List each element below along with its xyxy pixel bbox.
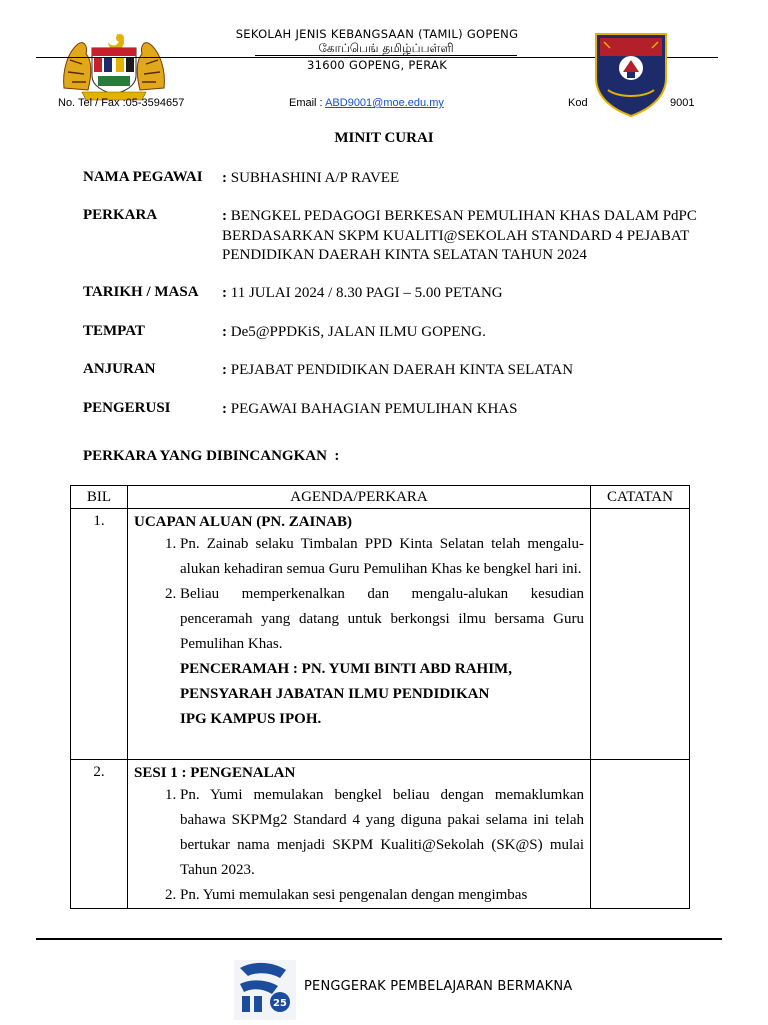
coat-of-arms-logo — [58, 30, 170, 102]
document-title: MINIT CURAI — [334, 130, 434, 146]
email-link[interactable]: ABD9001@moe.edu.my — [325, 97, 444, 109]
kod-label: Kod — [568, 97, 588, 109]
header-catatan: CATATAN — [591, 486, 690, 509]
tel-fax: No. Tel / Fax :05-3594657 — [58, 97, 185, 109]
table-row — [71, 760, 690, 909]
list-item: 2. Pn. Yumi memulakan sesi pengenalan dengan mengimbas — [180, 883, 584, 908]
row-agenda — [128, 760, 591, 909]
label-perkara: PERKARA — [83, 207, 158, 223]
value-perkara: : BENGKEL PEDAGOGI BERKESAN PEMULIHAN KHAS DALAM PdPC BERDASARKAN SKPM KUALITI@SEKOLAH STANDARD 4 PEJABAT PENDIDIKAN DAERAH KINTA SELATAN TAHUN 2024 — [222, 208, 697, 263]
value-pengerusi: : PEGAWAI BAHAGIAN PEMULIHAN KHAS — [222, 401, 518, 417]
speaker-line: PENCERAMAH : PN. YUMI BINTI ABD RAHIM, — [180, 661, 512, 677]
speaker-line: PENSYARAH JABATAN ILMU PENDIDIKAN — [180, 686, 490, 702]
footer-tagline: PENGGERAK PEMBELAJARAN BERMAKNA — [304, 979, 573, 994]
row-catatan — [591, 760, 690, 909]
agenda-table — [70, 485, 690, 909]
discussion-heading: PERKARA YANG DIBINCANGKAN : — [83, 448, 340, 464]
school-name: SEKOLAH JENIS KEBANGSAAN (TAMIL) GOPENG — [235, 27, 519, 41]
kod-value: 9001 — [670, 97, 695, 109]
school-name-tamil: கோப்பெங் தமிழ்ப்பள்ளி — [255, 42, 517, 56]
header-agenda: AGENDA/PERKARA — [128, 486, 591, 509]
footer-logo — [234, 960, 296, 1020]
row-bil: 1. — [71, 509, 128, 760]
agenda-items — [134, 532, 584, 657]
list-item: 2. Beliau memperkenalkan dan mengalu-alukan kesudian penceramah yang datang untuk berkongsi ilmu bersama Guru Pemulihan Khas. — [180, 582, 584, 657]
label-tarikh-masa: TARIKH / MASA — [83, 284, 199, 300]
agenda-items — [134, 783, 584, 908]
label-tempat: TEMPAT — [83, 323, 145, 339]
section-title: SESI 1 : PENGENALAN — [134, 765, 296, 781]
value-tempat: : De5@PPDKiS, JALAN ILMU GOPENG. — [222, 324, 486, 340]
row-agenda — [128, 509, 591, 760]
list-item: 1. Pn. Zainab selaku Timbalan PPD Kinta Selatan telah mengalu-alukan kehadiran semua Guru Pemulihan Khas ke bengkel hari ini. — [180, 532, 584, 582]
speaker-line: IPG KAMPUS IPOH. — [180, 711, 322, 727]
label-nama-pegawai: NAMA PEGAWAI — [83, 169, 203, 185]
school-address: 31600 GOPENG, PERAK — [306, 58, 448, 72]
value-nama-pegawai: : SUBHASHINI A/P RAVEE — [222, 170, 400, 186]
email-row — [289, 97, 444, 109]
section-title: UCAPAN ALUAN (PN. ZAINAB) — [134, 514, 353, 530]
value-anjuran: : PEJABAT PENDIDIKAN DAERAH KINTA SELATAN — [222, 362, 574, 378]
footer-divider — [36, 938, 722, 940]
label-anjuran: ANJURAN — [83, 361, 156, 377]
row-bil: 2. — [71, 760, 128, 909]
table-row — [71, 509, 690, 760]
label-pengerusi: PENGERUSI — [83, 400, 171, 416]
row-catatan — [591, 509, 690, 760]
value-tarikh-masa: : 11 JULAI 2024 / 8.30 PAGI – 5.00 PETANG — [222, 285, 503, 301]
footer-logo-text: 25 — [273, 998, 287, 1009]
school-badge-logo — [590, 28, 672, 118]
email-label: Email : — [289, 97, 323, 109]
list-item: 1. Pn. Yumi memulakan bengkel beliau dengan memaklumkan bahawa SKPMg2 Standard 4 yang diguna pakai selama ini telah bertukar nama menjadi SKPM Kualiti@Sekolah (SK@S) mulai Tahun 2023. — [180, 783, 584, 883]
header-bil: BIL — [71, 486, 128, 509]
table-header-row — [71, 486, 690, 509]
